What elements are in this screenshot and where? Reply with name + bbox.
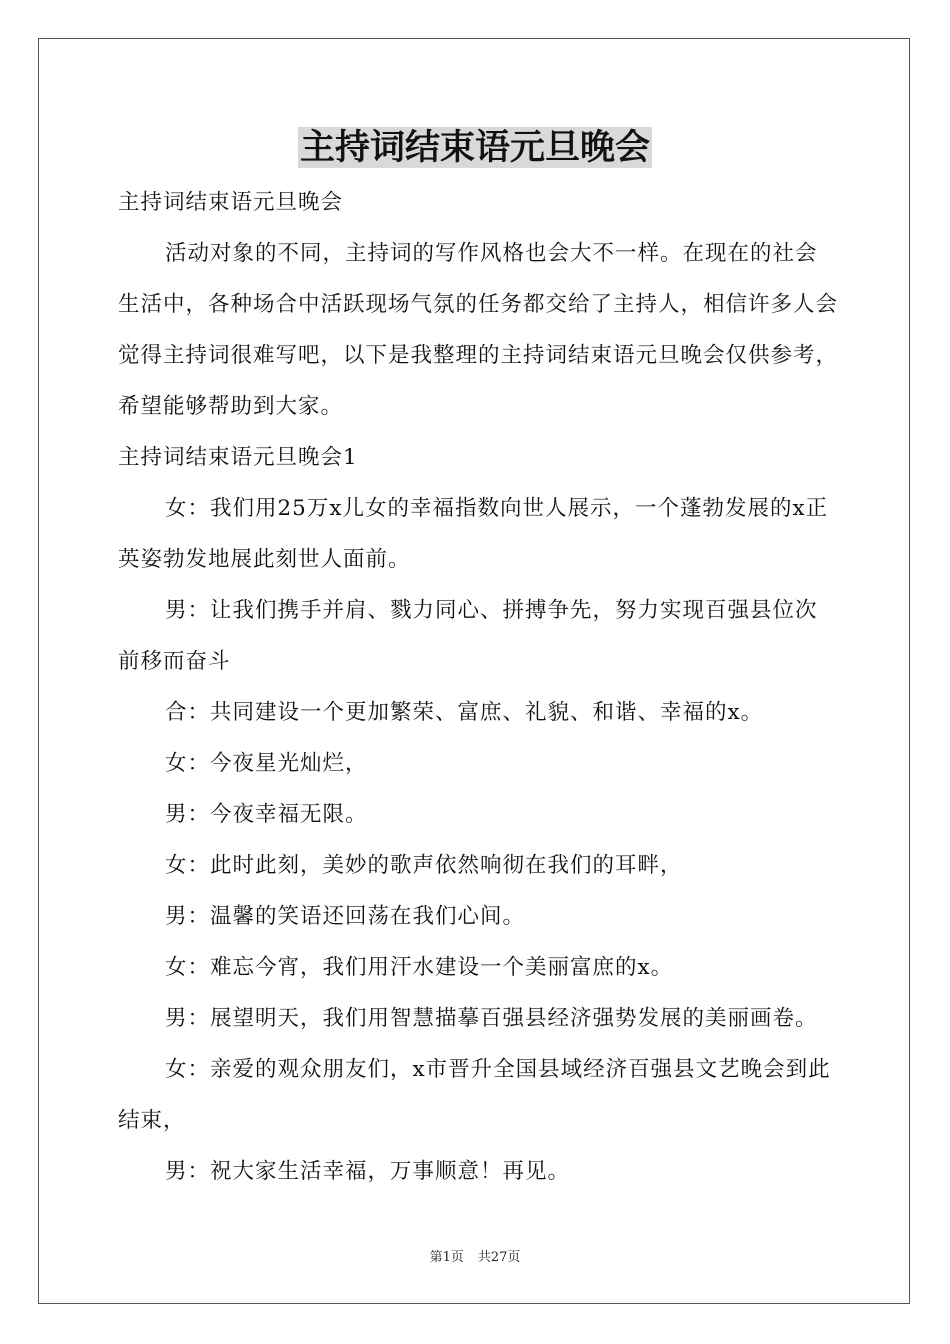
paragraph: 男：展望明天，我们用智慧描摹百强县经济强势发展的美丽画卷。 xyxy=(165,1006,818,1031)
paragraph: 活动对象的不同，主持词的写作风格也会大不一样。在现在的社会生活中，各种场合中活跃现场气氛的任务都交给了主持人，相信许多人会觉得主持词很难写吧，以下是我整理的主持词结束语元旦晚会仅供参考，希望能够帮助到大家。 xyxy=(118,241,839,419)
paragraph: 主持词结束语元旦晚会 xyxy=(118,190,344,215)
paragraph: 女：今夜星光灿烂， xyxy=(165,751,368,776)
page-total: 共27页 xyxy=(477,1250,521,1265)
document-title xyxy=(0,126,950,170)
paragraph: 男：今夜幸福无限。 xyxy=(165,802,368,827)
paragraph: 女：此时此刻，美妙的歌声依然响彻在我们的耳畔， xyxy=(165,853,683,878)
paragraph: 主持词结束语元旦晚会1 xyxy=(118,445,358,470)
paragraph: 女：我们用25万x儿女的幸福指数向世人展示，一个蓬勃发展的x正英姿勃发地展此刻世人面前。 xyxy=(118,496,829,572)
document-title-text: 主持词结束语元旦晚会 xyxy=(299,127,650,168)
document-body xyxy=(118,177,838,1197)
paragraph: 女：亲爱的观众朋友们，x市晋升全国县域经济百强县文艺晚会到此结束， xyxy=(118,1057,831,1133)
paragraph: 男：让我们携手并肩、戮力同心、拼搏争先，努力实现百强县位次前移而奋斗 xyxy=(118,598,818,674)
page-number: 第1页 xyxy=(429,1250,464,1265)
page-footer xyxy=(0,1249,950,1267)
paragraph: 男：温馨的笑语还回荡在我们心间。 xyxy=(165,904,526,929)
paragraph: 女：难忘今宵，我们用汗水建设一个美丽富庶的x。 xyxy=(165,955,674,980)
paragraph: 合：共同建设一个更加繁荣、富庶、礼貌、和谐、幸福的x。 xyxy=(165,700,764,725)
paragraph: 男：祝大家生活幸福，万事顺意！再见。 xyxy=(165,1159,571,1184)
